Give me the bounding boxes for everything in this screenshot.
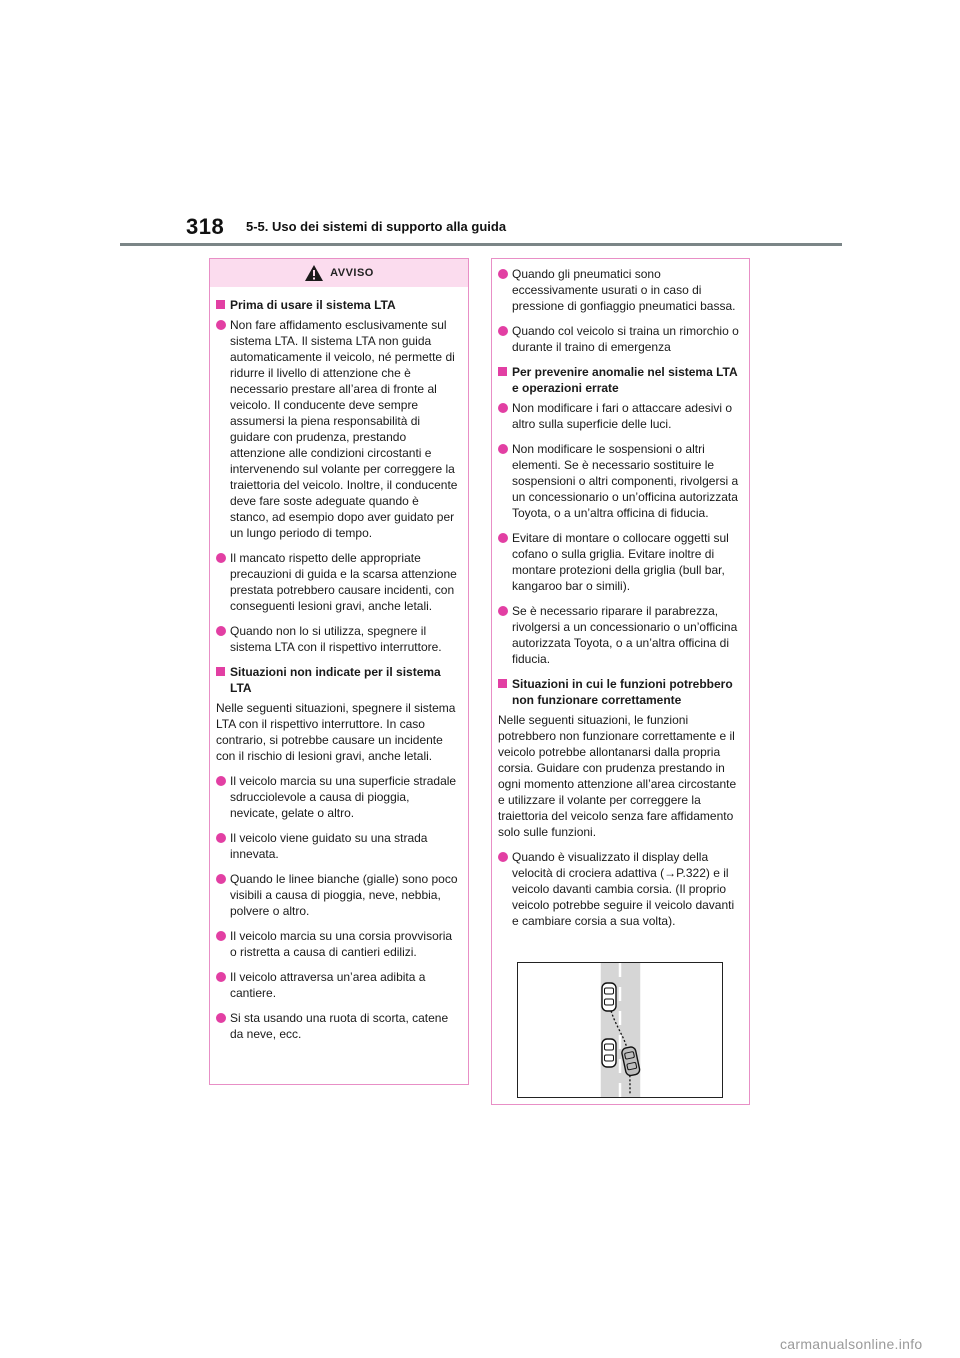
bullet-dot-icon [216, 972, 226, 982]
list-item: Il veicolo marcia su una superficie stradale sdrucciolevole a causa di pioggia, nevicate, gelate o altro. [216, 773, 459, 821]
list-item: Se è necessario riparare il parabrezza, rivolgersi a un concessionario o un’officina autorizzata Toyota, o a un’altra officina di fiducia. [498, 603, 740, 667]
list-item: Non fare affidamento esclusivamente sul sistema LTA. Il sistema LTA non guida automaticamente il veicolo, né permette di ridurre il livello di attenzione che è necessario prestare all’area di fronte al veicolo. Il conducente deve sempre assumersi la piena responsabilità di guidare con prudenza, prestando attenzione alle condizioni circostanti e intervenendo sul volante per correggere la traiettoria del veicolo. Inoltre, il conducente deve fare soste adeguate quando è stanco, ad esempio dopo aver guidato per un lungo periodo di tempo. [216, 317, 459, 541]
bullet-dot-icon [216, 320, 226, 330]
bullet-dot-icon [216, 776, 226, 786]
list-item: Il veicolo attraversa un’area adibita a cantiere. [216, 969, 459, 1001]
bullet-dot-icon [216, 874, 226, 884]
bullet-dot-icon [216, 1013, 226, 1023]
heading-square-icon [216, 300, 225, 309]
list-item: Non modificare i fari o attaccare adesivi o altro sulla superficie delle luci. [498, 400, 740, 432]
lane-change-drawing [518, 963, 722, 1097]
heading-square-icon [498, 679, 507, 688]
heading-unsuitable-situations: Situazioni non indicate per il sistema LTA [216, 664, 459, 696]
bullet-dot-icon [216, 833, 226, 843]
heading-before-use: Prima di usare il sistema LTA [216, 297, 459, 313]
paragraph: Nelle seguenti situazioni, spegnere il sistema LTA con il rispettivo interruttore. In caso contrario, si potrebbe causare un incidente con il rischio di lesioni gravi, anche letali. [216, 701, 456, 763]
lane-change-illustration [517, 962, 723, 1098]
paragraph: Nelle seguenti situazioni, le funzioni potrebbero non funzionare correttamente e il veicolo potrebbe allontanarsi dalla propria corsia. Guidare con prudenza prestando in ogni momento attenzione all’area circostante e utilizzare il volante per correggere la traiettoria del veicolo senza fare affidamento solo sulle funzioni. [498, 713, 737, 839]
list-item: Il veicolo marcia su una corsia provvisoria o ristretta a causa di cantieri edilizi. [216, 928, 459, 960]
warning-box-left [209, 258, 469, 1085]
list-item: Quando gli pneumatici sono eccessivamente usurati o in caso di pressione di gonfiaggio pneumatici bassa. [498, 266, 740, 314]
section-title: 5-5. Uso dei sistemi di supporto alla guida [246, 219, 507, 234]
list-item: Quando col veicolo si traina un rimorchio o durante il traino di emergenza [498, 323, 740, 355]
list-item: Quando non lo si utilizza, spegnere il sistema LTA con il rispettivo interruttore. [216, 623, 459, 655]
parked-vehicle [602, 1039, 616, 1067]
bullet-dot-icon [216, 626, 226, 636]
warning-triangle-icon [304, 264, 324, 282]
heading-functions-may-fail: Situazioni in cui le funzioni potrebbero non funzionare correttamente [498, 676, 740, 708]
bullet-dot-icon [498, 403, 508, 413]
list-item: Quando è visualizzato il display della velocità di crociera adattiva (→P.322) e il veicolo davanti cambia corsia. (Il proprio veicolo potrebbe seguire il veicolo davanti e cambiare corsia a sua volta). [498, 849, 740, 929]
heading-square-icon [216, 667, 225, 676]
list-item: Quando le linee bianche (gialle) sono poco visibili a causa di pioggia, neve, nebbia, polvere o altro. [216, 871, 459, 919]
bullet-dot-icon [498, 326, 508, 336]
list-item: Evitare di montare o collocare oggetti sul cofano o sulla griglia. Evitare inoltre di montare protezioni della griglia (bull bar, kangaroo bar o simili). [498, 530, 740, 594]
bullet-dot-icon [216, 553, 226, 563]
heading-prevent-malfunctions: Per prevenire anomalie nel sistema LTA e operazioni errate [498, 364, 740, 396]
warning-header [210, 259, 468, 287]
watermark: carmanualsonline.info [780, 1336, 923, 1352]
bullet-dot-icon [216, 931, 226, 941]
bullet-dot-icon [498, 444, 508, 454]
bullet-dot-icon [498, 606, 508, 616]
header-rule [120, 243, 842, 246]
lead-vehicle [602, 983, 616, 1011]
list-item: Si sta usando una ruota di scorta, catene da neve, ecc. [216, 1010, 459, 1042]
list-item: Il mancato rispetto delle appropriate precauzioni di guida e la scarsa attenzione prestata potrebbero causare incidenti, con conseguenti lesioni gravi, anche letali. [216, 550, 459, 614]
page-number: 318 [186, 214, 225, 239]
bullet-dot-icon [498, 533, 508, 543]
list-item: Il veicolo viene guidato su una strada innevata. [216, 830, 459, 862]
bullet-dot-icon [498, 269, 508, 279]
warning-label: AVVISO [330, 267, 374, 279]
bullet-dot-icon [498, 852, 508, 862]
heading-square-icon [498, 367, 507, 376]
list-item: Non modificare le sospensioni o altri elementi. Se è necessario sostituire le sospensioni o altri componenti, rivolgersi a un concessionario o un’officina autorizzata Toyota, o a un’altra officina di fiducia. [498, 441, 740, 521]
